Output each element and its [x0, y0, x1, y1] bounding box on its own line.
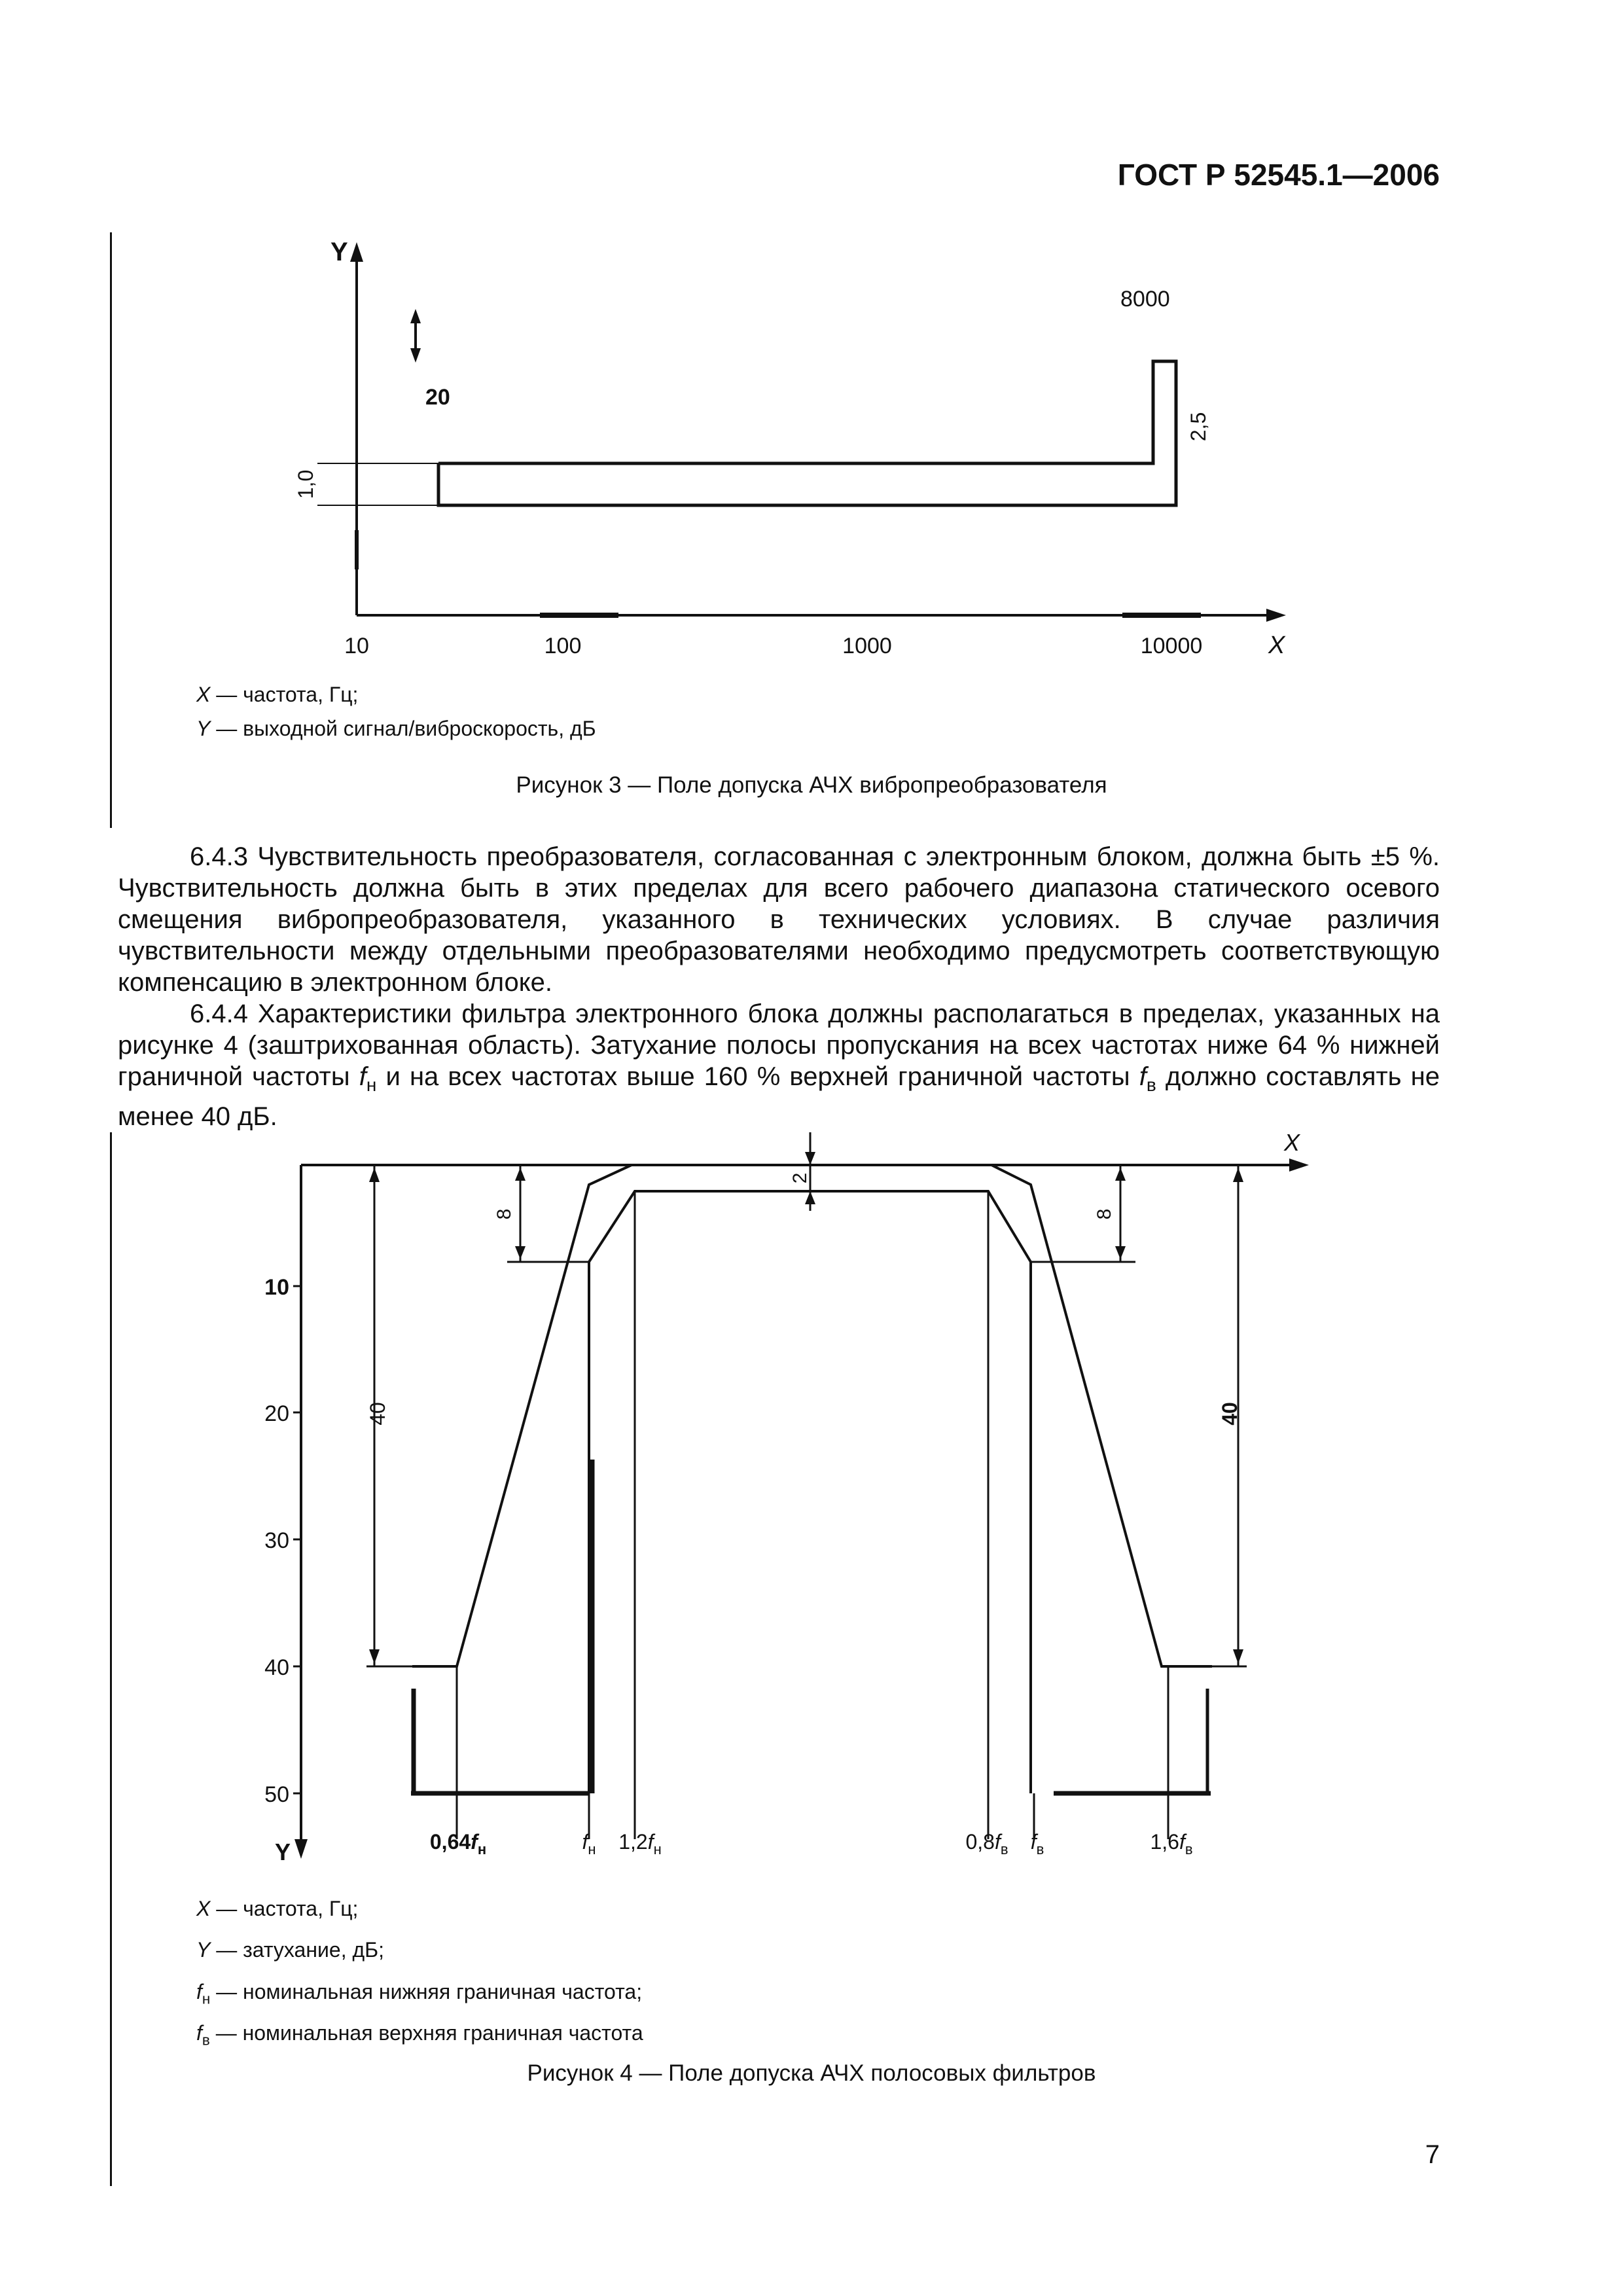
- fig3-dim-2-5: 2,5: [1186, 412, 1210, 442]
- fig3-legend-item: Y — выходной сигнал/виброскорость, дБ: [196, 717, 596, 740]
- fig4-legend-item: X — частота, Гц;: [196, 1897, 359, 1920]
- fig4-x-tick-fv: $f_в$: [1030, 1830, 1044, 1857]
- fig3-caption: Рисунок 3 — Поле допуска АЧХ вибропреобразователя: [516, 772, 1107, 798]
- fig4-inner-boundary: [589, 1191, 1031, 1793]
- body-text: [118, 841, 1440, 998]
- fig3-x-tick-10: 10: [344, 634, 369, 658]
- fig4-dim-8-right: 8: [1094, 1208, 1115, 1220]
- fig4-y-tick-30: 30: [264, 1528, 289, 1553]
- fig3-x-tick-100: 100: [544, 634, 582, 658]
- standard-header: ГОСТ Р 52545.1—2006: [1117, 158, 1440, 192]
- fig4-y-axis-arrow: [294, 1839, 308, 1859]
- fig3-tolerance-band: [438, 361, 1176, 505]
- fig3-y-label: Y: [330, 238, 348, 266]
- fig3-dim-20: 20: [425, 385, 450, 410]
- fig3-x-tick-10000: 10000: [1140, 634, 1203, 658]
- fig4-dim-8-left: 8: [493, 1208, 515, 1220]
- fig4-dim-40-right: 40: [1218, 1402, 1241, 1426]
- fig3-legend: [196, 677, 596, 745]
- page-number: 7: [1425, 2140, 1440, 2169]
- fig4-x-tick-fn: $f_н$: [582, 1830, 596, 1857]
- fig4-y-label: Y: [275, 1839, 291, 1865]
- fig3-dim-8000: 8000: [1120, 287, 1170, 312]
- fig4-x-tick-1-2fn: $1,2f_н$: [618, 1830, 662, 1857]
- fig3-x-label: X: [1268, 632, 1285, 659]
- fig4-dim-2: 2: [789, 1172, 811, 1184]
- fig4-x-label: X: [1284, 1129, 1300, 1156]
- fig3-x-tick-1000: 1000: [842, 634, 892, 658]
- figure-3-diagram: [0, 0, 1623, 720]
- fig3-y-axis-arrow: [350, 242, 363, 262]
- paragraph-6-4-3: 6.4.3 Чувствительность преобразователя, согласованная с электронным блоком, должна быть ±5 %. Чувствительность должна быть в этих пределах для всего рабочего диапазона статического осевого смещения вибропреобразователя, указанного в технических условиях. В случае различия чувствительности между отдельными преобразователями необходимо предусмотреть соответствующую компенсацию в электронном блоке.: [118, 842, 1440, 997]
- fig4-legend-item: $f_н$ — номинальная нижняя граничная частота;: [196, 1979, 643, 2007]
- fig4-legend-item: $f_в$ — номинальная верхняя граничная частота: [196, 2021, 643, 2049]
- fig4-y-tick-40: 40: [264, 1655, 289, 1680]
- fig4-y-tick-50: 50: [264, 1782, 289, 1807]
- fig4-y-tick-10: 10: [264, 1275, 289, 1300]
- figure-4-diagram: [0, 1113, 1623, 1898]
- fig4-legend: [196, 1892, 643, 2058]
- fig4-dim-40-left: 40: [366, 1402, 389, 1426]
- fig4-reference-lines: [457, 1191, 1168, 1839]
- fig4-x-axis-arrow: [1289, 1158, 1309, 1172]
- fig4-caption: Рисунок 4 — Поле допуска АЧХ полосовых фильтров: [527, 2060, 1096, 2086]
- fig4-x-tick-0-8fv: $0,8f_в$: [965, 1830, 1008, 1857]
- fig3-legend-item: X — частота, Гц;: [196, 683, 359, 706]
- fig4-x-tick-1-6fv: $1,6f_в$: [1150, 1830, 1193, 1857]
- fig4-outer-boundary: [412, 1165, 1212, 1666]
- fig4-x-tick-0-64fn: $0,64f_н$: [429, 1830, 487, 1857]
- fig3-dim-1-0: 1,0: [294, 469, 317, 499]
- fig3-x-axis-arrow: [1266, 609, 1286, 622]
- paragraph-6-4-4: 6.4.4 Характеристики фильтра электронного блока должны располагаться в пределах, указанных на рисунке 4 (заштрихованная область). Затухание полосы пропускания на всех частотах ниже 64 % нижней граничной частоты $f_н$ и на всех частотах выше 160 % верхней граничной частоты $f_в$ должно составлять не менее 40 дБ.: [118, 999, 1440, 1131]
- fig4-y-tick-20: 20: [264, 1401, 289, 1426]
- fig4-legend-item: Y — затухание, дБ;: [196, 1938, 385, 1962]
